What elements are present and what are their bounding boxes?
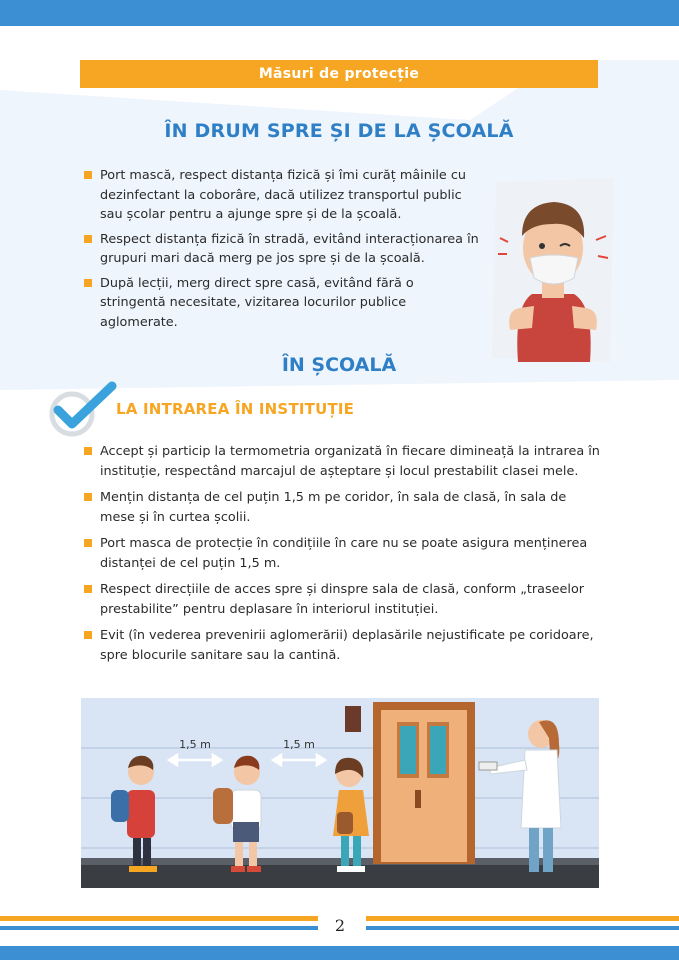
list-item: Port mască, respect distanța fizică și îmi curăț mâinile cu dezinfectant la coborâre, dacă utilizez transportul public sau școlar pentru a ajunge spre și de la școală. bbox=[84, 166, 480, 225]
section-header-title: Măsuri de protecție bbox=[258, 66, 420, 82]
distance-label-2: 1,5 m bbox=[283, 738, 315, 751]
list-item: Respect distanța fizică în stradă, evitând interacționarea în grupuri mari dacă merg pe jos spre și de la școală. bbox=[84, 230, 480, 269]
page-number: 2 bbox=[334, 916, 346, 935]
distance-label-1: 1,5 m bbox=[179, 738, 211, 751]
bullet-square-icon bbox=[84, 171, 92, 179]
section-header-bar bbox=[80, 60, 598, 88]
bullet-square-icon bbox=[84, 235, 92, 243]
bullet-square-icon bbox=[84, 631, 92, 639]
heading-in-school: ÎN ȘCOALĂ bbox=[281, 354, 397, 376]
bullet-list-in-school bbox=[84, 442, 604, 672]
checkmark-icon bbox=[48, 380, 118, 440]
subheading-entry: LA INTRAREA ÎN INSTITUȚIE bbox=[116, 400, 355, 418]
heading-on-the-way: ÎN DRUM SPRE ȘI DE LA ȘCOALĂ bbox=[164, 120, 514, 142]
top-blue-band bbox=[0, 0, 679, 26]
list-item: Port masca de protecție în condițiile în care nu se poate asigura menținerea distanței de cel puțin 1,5 m. bbox=[84, 534, 604, 573]
bullet-square-icon bbox=[84, 539, 92, 547]
list-item: Mențin distanța de cel puțin 1,5 m pe coridor, în sala de clasă, în sala de mese și în curtea școlii. bbox=[84, 488, 604, 527]
list-item: Evit (în vederea prevenirii aglomerării) deplasările nejustificate pe coridoare, spre blocurile sanitare sau la cantină. bbox=[84, 626, 604, 665]
bullet-square-icon bbox=[84, 493, 92, 501]
bullet-square-icon bbox=[84, 447, 92, 455]
bullet-square-icon bbox=[84, 279, 92, 287]
list-item: Accept și particip la termometria organizată în fiecare dimineață la intrarea în instituție, respectând marcajul de așteptare și locul prestabilit clasei mele. bbox=[84, 442, 604, 481]
list-item: Respect direcțiile de acces spre și dinspre sala de clasă, conform „traseelor prestabilite” pentru deplasare în interiorul instituției. bbox=[84, 580, 604, 619]
bullet-square-icon bbox=[84, 585, 92, 593]
boy-with-mask-illustration bbox=[492, 178, 614, 362]
list-item: După lecții, merg direct spre casă, evitând fără o stringentă necesitate, vizitarea locurilor publice aglomerate. bbox=[84, 274, 480, 333]
bullet-list-on-the-way bbox=[84, 166, 480, 337]
school-entrance-illustration bbox=[81, 698, 599, 888]
